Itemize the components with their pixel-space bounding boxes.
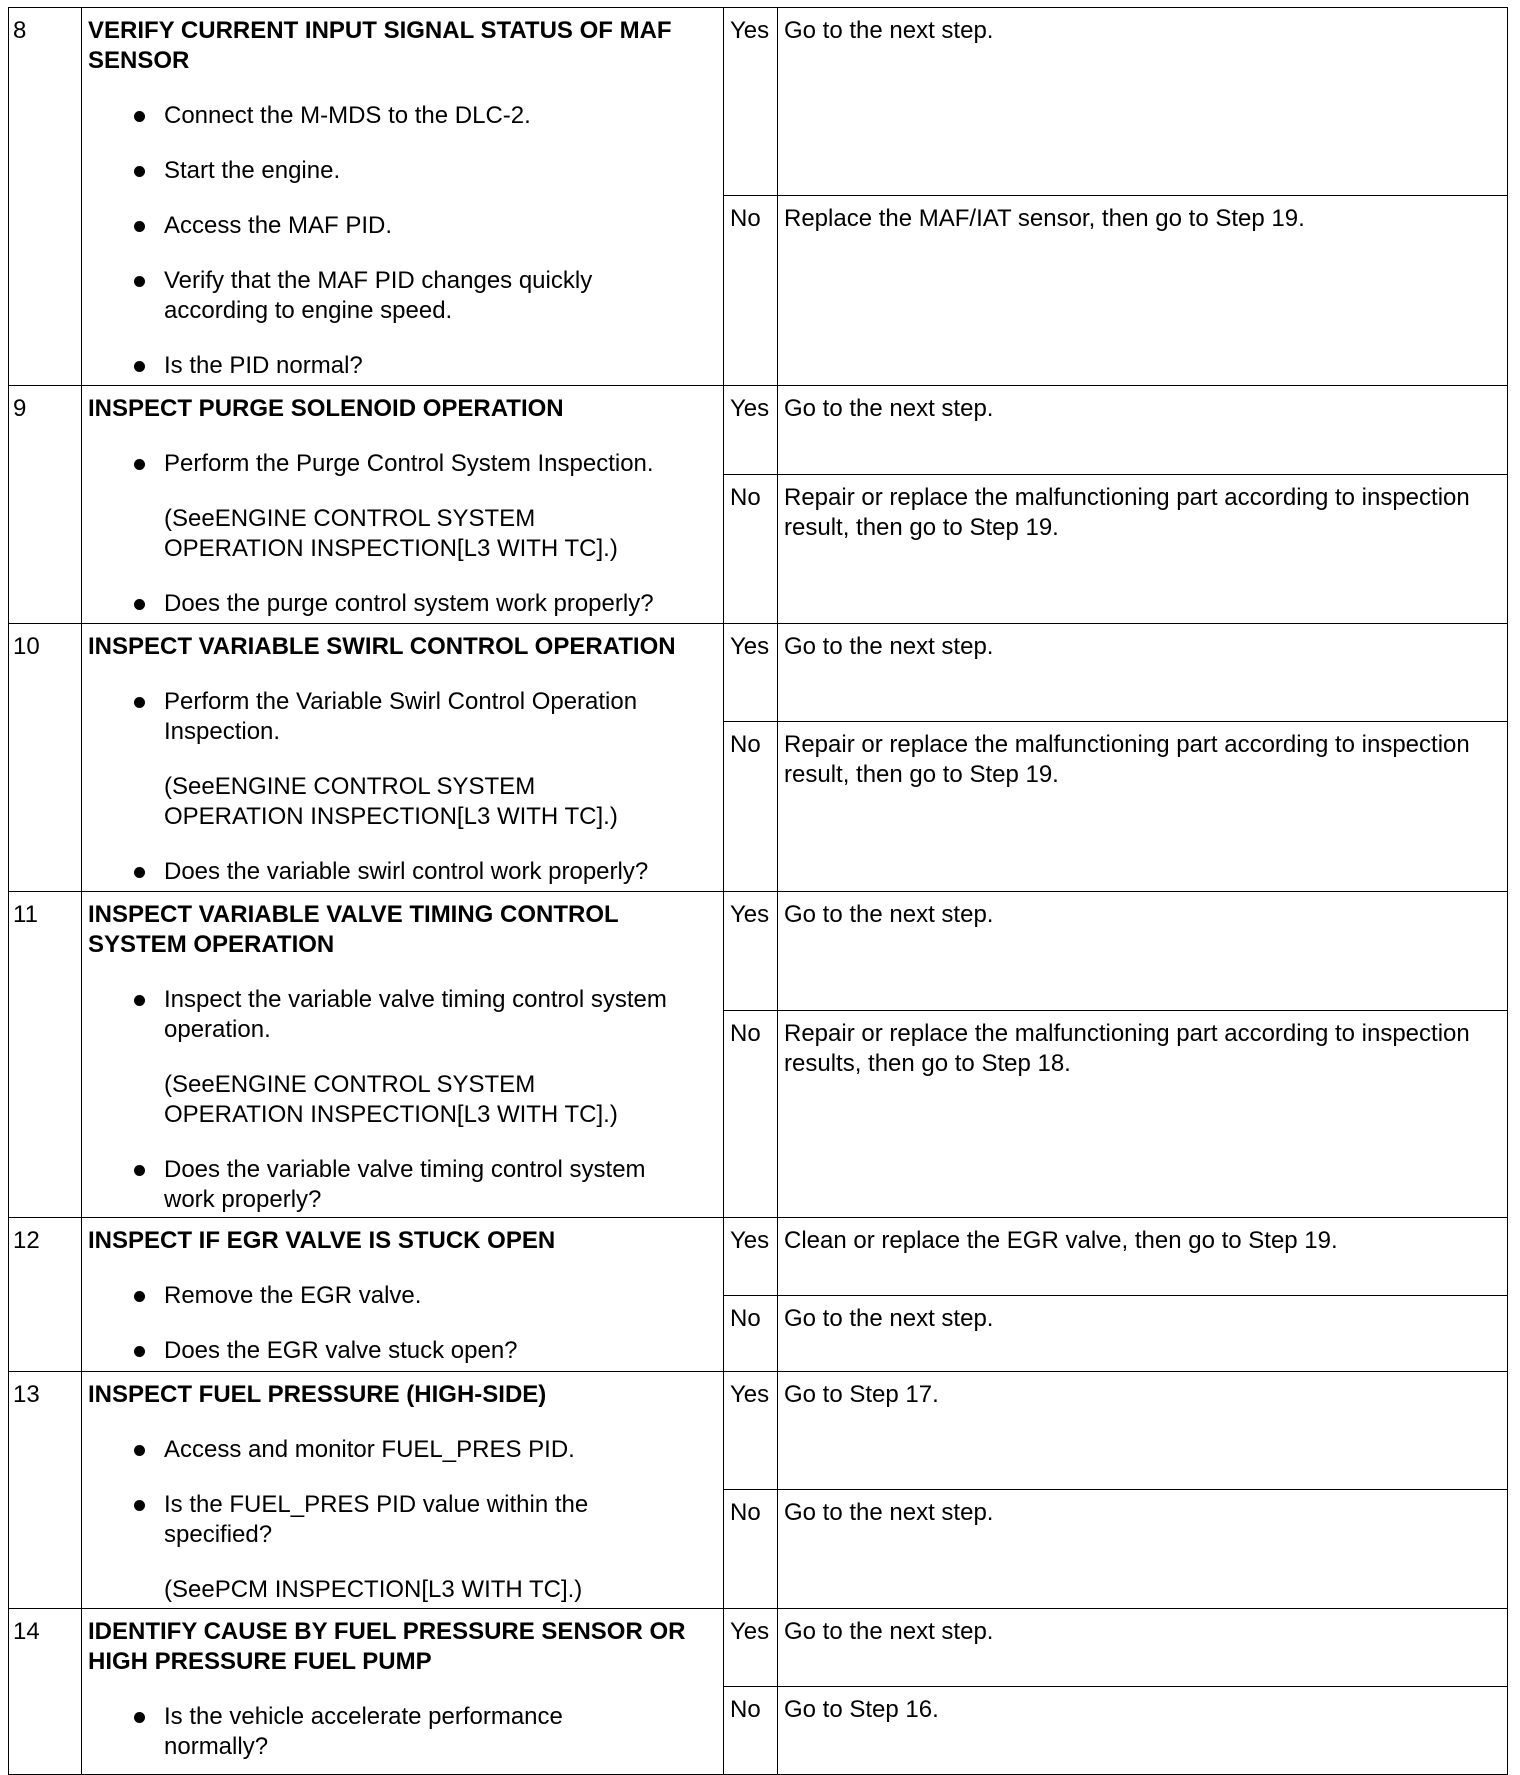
yes-label: Yes [724,1372,778,1490]
action-line: result, then go to Step 19. [784,761,1059,788]
step-title-line: SYSTEM OPERATION [88,931,335,958]
action-line: Repair or replace the malfunctioning part according to inspection [784,731,1470,758]
no-label: No [724,196,778,386]
action-line: Go to the next step. [784,901,994,928]
action-line: Repair or replace the malfunctioning part according to inspection [784,484,1470,511]
diagnostic-procedure-table [8,7,1508,1775]
no-label: No [724,1011,778,1218]
item-text-line: (SeePCM INSPECTION[L3 WITH TC].) [164,1576,583,1603]
item-text-line: Is the FUEL_PRES PID value within the [164,1491,589,1518]
step-row-yes [9,386,1508,475]
bullet-item [88,857,715,887]
step-procedure [82,1609,724,1775]
step-number: 9 [9,386,82,624]
item-text-line: (SeeENGINE CONTROL SYSTEM [164,505,536,532]
step-row-yes [9,8,1508,196]
item-text-line: OPERATION INSPECTION[L3 WITH TC].) [164,1101,618,1128]
item-text-line: Start the engine. [164,157,341,184]
action-line: Replace the MAF/IAT sensor, then go to Step 19. [784,205,1305,232]
action-line: Go to the next step. [784,1305,994,1332]
item-text-line: Inspection. [164,718,281,745]
bullet-item [88,156,715,186]
yes-label: Yes [724,8,778,196]
step-procedure [82,8,724,386]
step-row-yes [9,624,1508,722]
bullet-item [88,351,715,381]
yes-label: Yes [724,1609,778,1687]
item-text-line: Access the MAF PID. [164,212,393,239]
step-title-line: INSPECT VARIABLE SWIRL CONTROL OPERATION [88,633,676,660]
bullet-item [88,1336,715,1366]
yes-action [778,1372,1508,1490]
step-title [88,1617,715,1677]
action-line: results, then go to Step 18. [784,1050,1071,1077]
step-number: 8 [9,8,82,386]
yes-action [778,8,1508,196]
bullet-item [88,101,715,131]
item-text-line: Perform the Purge Control System Inspection. [164,450,654,477]
step-row-yes [9,1609,1508,1687]
step-title-line: INSPECT PURGE SOLENOID OPERATION [88,395,564,422]
no-action [778,722,1508,892]
step-number: 10 [9,624,82,892]
no-label: No [724,1687,778,1775]
bullet-item [88,1490,715,1550]
item-text-line: Is the PID normal? [164,352,363,379]
item-text-line: OPERATION INSPECTION[L3 WITH TC].) [164,803,618,830]
step-number: 14 [9,1609,82,1775]
item-text-line: Verify that the MAF PID changes quickly [164,267,593,294]
step-title [88,394,715,424]
step-title-line: SENSOR [88,47,190,74]
bullet-item [88,266,715,326]
step-title [88,632,715,662]
item-text-line: (SeeENGINE CONTROL SYSTEM [164,773,536,800]
step-title-line: INSPECT FUEL PRESSURE (HIGH-SIDE) [88,1381,547,1408]
yes-action [778,624,1508,722]
no-label: No [724,1490,778,1609]
step-procedure [82,1218,724,1372]
yes-label: Yes [724,892,778,1011]
step-title-line: HIGH PRESSURE FUEL PUMP [88,1648,432,1675]
item-text-line: Does the EGR valve stuck open? [164,1337,518,1364]
item-text-line: Perform the Variable Swirl Control Operation [164,688,638,715]
yes-label: Yes [724,386,778,475]
step-procedure [82,1372,724,1609]
step-procedure [82,624,724,892]
action-line: Go to Step 16. [784,1696,939,1723]
item-text-line: Access and monitor FUEL_PRES PID. [164,1436,575,1463]
no-action [778,196,1508,386]
step-number: 12 [9,1218,82,1372]
item-text-line: Inspect the variable valve timing control system [164,986,667,1013]
yes-action [778,1609,1508,1687]
action-line: Go to the next step. [784,1618,994,1645]
action-line: Go to Step 17. [784,1381,939,1408]
reference-note [88,1070,715,1130]
step-row-yes [9,1372,1508,1490]
no-label: No [724,1296,778,1372]
bullet-item [88,1155,715,1215]
no-action [778,1296,1508,1372]
bullet-item [88,1281,715,1311]
yes-action [778,892,1508,1011]
item-text-line: OPERATION INSPECTION[L3 WITH TC].) [164,535,618,562]
bullet-item [88,1702,715,1762]
no-label: No [724,722,778,892]
step-title [88,900,715,960]
no-action [778,1011,1508,1218]
item-text-line: Does the variable valve timing control system [164,1156,646,1183]
reference-note [88,1575,715,1605]
item-text-line: specified? [164,1521,273,1548]
action-line: Go to the next step. [784,633,994,660]
item-text-line: (SeeENGINE CONTROL SYSTEM [164,1071,536,1098]
action-line: Clean or replace the EGR valve, then go to Step 19. [784,1227,1338,1254]
bullet-item [88,687,715,747]
bullet-item [88,589,715,619]
yes-label: Yes [724,1218,778,1296]
step-row-yes [9,1218,1508,1296]
step-procedure [82,386,724,624]
step-title [88,16,715,76]
item-text-line: according to engine speed. [164,297,453,324]
yes-action [778,386,1508,475]
item-text-line: Does the purge control system work properly? [164,590,654,617]
item-text-line: Is the vehicle accelerate performance [164,1703,563,1730]
step-procedure [82,892,724,1218]
item-text-line: Remove the EGR valve. [164,1282,422,1309]
item-text-line: normally? [164,1733,269,1760]
step-title [88,1380,715,1410]
action-line: Repair or replace the malfunctioning part according to inspection [784,1020,1470,1047]
bullet-item [88,449,715,479]
step-title-line: INSPECT VARIABLE VALVE TIMING CONTROL [88,901,619,928]
item-text-line: operation. [164,1016,271,1043]
step-title [88,1226,715,1256]
action-line: result, then go to Step 19. [784,514,1059,541]
item-text-line: Does the variable swirl control work properly? [164,858,649,885]
yes-action [778,1218,1508,1296]
action-line: Go to the next step. [784,395,994,422]
no-action [778,1490,1508,1609]
reference-note [88,772,715,832]
action-line: Go to the next step. [784,1499,994,1526]
step-title-line: VERIFY CURRENT INPUT SIGNAL STATUS OF MAF [88,17,672,44]
item-text-line: Connect the M-MDS to the DLC-2. [164,102,531,129]
step-title-line: IDENTIFY CAUSE BY FUEL PRESSURE SENSOR OR [88,1618,686,1645]
step-number: 13 [9,1372,82,1609]
yes-label: Yes [724,624,778,722]
reference-note [88,504,715,564]
no-action [778,475,1508,624]
item-text-line: work properly? [164,1186,322,1213]
bullet-item [88,1435,715,1465]
no-action [778,1687,1508,1775]
bullet-item [88,985,715,1045]
no-label: No [724,475,778,624]
bullet-item [88,211,715,241]
step-title-line: INSPECT IF EGR VALVE IS STUCK OPEN [88,1227,556,1254]
action-line: Go to the next step. [784,17,994,44]
step-row-yes [9,892,1508,1011]
step-number: 11 [9,892,82,1218]
procedure-table-body [9,8,1508,1775]
